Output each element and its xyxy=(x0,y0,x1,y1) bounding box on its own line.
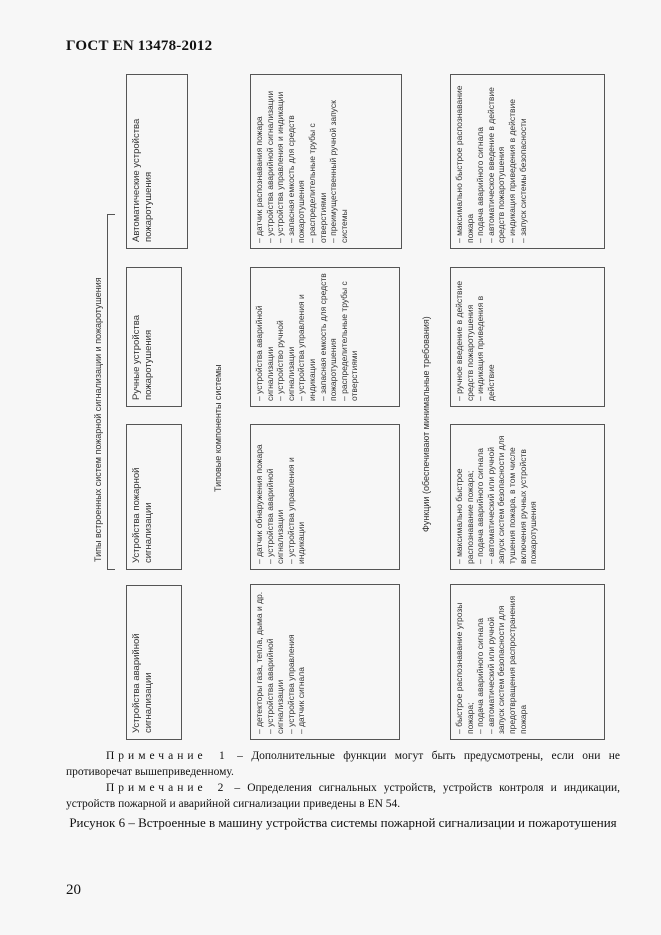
components-box-3: – устройства аварийной сигнализации – устройство ручной сигнализации – устройства управления и индикации – запасная емкость для средств пожаротушения – распределительные трубы с отверстиями xyxy=(250,267,400,407)
category-fire-alarm-devices xyxy=(126,424,182,570)
category-label: Ручные устройства пожаротушения xyxy=(131,315,154,400)
components-title: Типовые компоненты системы xyxy=(213,364,223,492)
category-alarm-devices xyxy=(126,585,182,740)
category-label: Устройства аварийной сигнализации xyxy=(131,633,154,733)
note-2-text: – Определения сигнальных устройств, устройств контроля и индикации, устройств пожарной и аварийной сигнализации приведены в EN 54. xyxy=(66,782,621,810)
document-header: ГОСТ EN 13478-2012 xyxy=(66,38,213,54)
figure-title: Типы встроенных систем пожарной сигнализации и пожаротушения xyxy=(93,277,103,562)
title-bracket-left xyxy=(107,569,115,570)
category-label: Автоматические устройства пожаротушения xyxy=(131,118,154,242)
note-2-label: Примечание 2 xyxy=(106,782,228,794)
figure-caption: Рисунок 6 – Встроенные в машину устройства системы пожарной сигнализации и пожаротушения xyxy=(69,815,617,830)
components-box-2: – датчик обнаружения пожара – устройства аварийной сигнализации – устройства управления и индикации xyxy=(250,424,400,570)
page-number: 20 xyxy=(66,882,81,898)
notes-section xyxy=(66,748,620,812)
note-1-text: – Дополнительные функции могут быть предусмотрены, если они не противоречат вышеприведенному. xyxy=(66,750,621,778)
category-label: Устройства пожарной сигнализации xyxy=(131,467,154,563)
note-1 xyxy=(66,748,620,780)
title-underline xyxy=(107,214,108,570)
functions-box-2: – максимально быстрое распознавание пожара; – подача аварийного сигнала – автоматический или ручной запуск систем безопасности для тушения пожара, в том числе включения ручных устройств пожаротушения xyxy=(450,424,605,570)
components-box-1: – детекторы газа, тепла, дыма и др. – устройства аварийной сигнализации – устройства управления – датчик сигнала xyxy=(250,584,400,740)
title-bracket-right xyxy=(107,214,115,215)
figure-diagram xyxy=(90,72,630,742)
functions-title: Функции (обеспечивают минимальные требования) xyxy=(421,316,431,532)
components-box-4: – датчик распознавания пожара – устройства аварийной сигнализации – устройства управления и индикации – запасная емкость для средств пожаротушения – распределительные трубы с отверстиями – преимущественный ручной запуск системы xyxy=(250,74,402,249)
category-manual-extinguishing xyxy=(126,267,182,407)
functions-box-3: – ручное введение в действие средств пожаротушения – индикация приведения в действие xyxy=(450,267,605,407)
functions-box-1: – быстрое распознавание угрозы пожара; – подача аварийного сигнала – автоматический или ручной запуск систем безопасности для предотвращения распространения пожара xyxy=(450,584,605,740)
functions-box-4: – максимально быстрое распознавание пожара – подача аварийного сигнала – автоматическое введение в действие средств пожаротушения – индикация приведения в действие – запуск системы безопасности xyxy=(450,74,605,249)
note-1-label: Примечание 1 xyxy=(106,750,229,762)
category-automatic-extinguishing xyxy=(126,74,188,249)
note-2 xyxy=(66,780,620,812)
